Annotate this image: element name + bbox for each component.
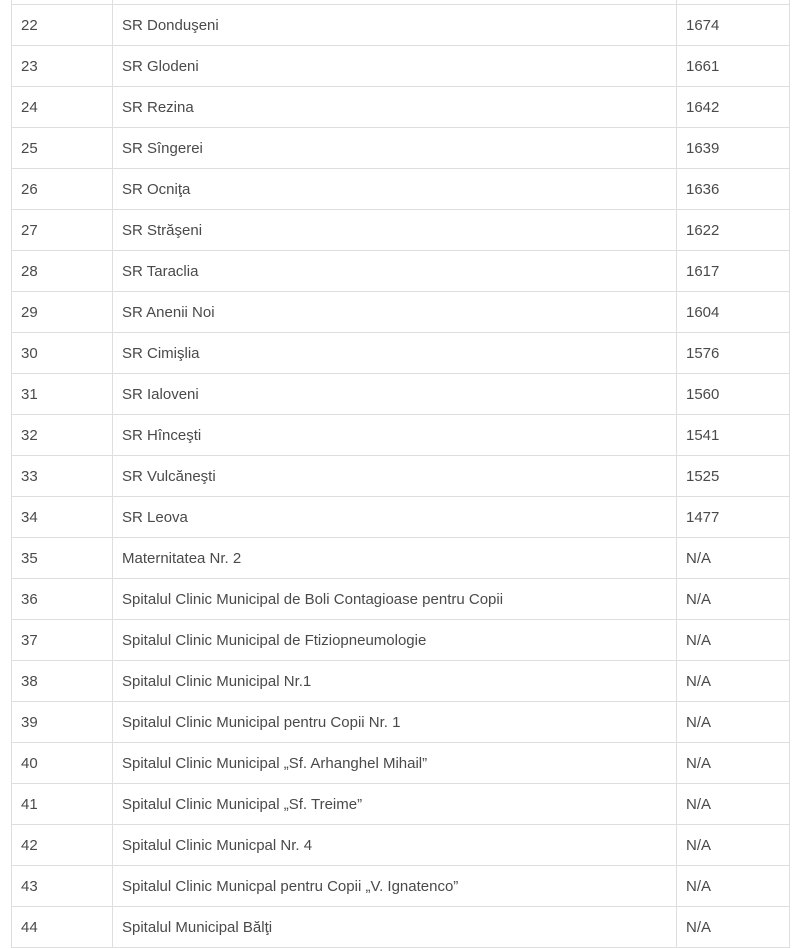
table-row xyxy=(12,415,790,456)
score-value: N/A xyxy=(677,620,790,661)
row-number: 35 xyxy=(12,538,113,579)
table-row xyxy=(12,497,790,538)
row-number: 43 xyxy=(12,866,113,907)
table-row xyxy=(12,46,790,87)
institution-name: SR Străşeni xyxy=(113,210,677,251)
row-number: 22 xyxy=(12,5,113,46)
row-number: 28 xyxy=(12,251,113,292)
table-row xyxy=(12,87,790,128)
institution-name: Spitalul Clinic Municipal de Ftiziopneumologie xyxy=(113,620,677,661)
row-number: 37 xyxy=(12,620,113,661)
score-value: N/A xyxy=(677,907,790,948)
score-value: 1477 xyxy=(677,497,790,538)
institution-name: SR Anenii Noi xyxy=(113,292,677,333)
row-number: 41 xyxy=(12,784,113,825)
table-row xyxy=(12,866,790,907)
score-value: 1560 xyxy=(677,374,790,415)
row-number: 26 xyxy=(12,169,113,210)
institution-name: SR Sîngerei xyxy=(113,128,677,169)
row-number: 40 xyxy=(12,743,113,784)
table-row xyxy=(12,169,790,210)
table-row xyxy=(12,661,790,702)
row-number: 38 xyxy=(12,661,113,702)
institution-name: Spitalul Municipal Bălţi xyxy=(113,907,677,948)
score-value: 1622 xyxy=(677,210,790,251)
institution-name: Spitalul Clinic Municipal Nr.1 xyxy=(113,661,677,702)
table-row xyxy=(12,210,790,251)
institution-name: SR Rezina xyxy=(113,87,677,128)
table-row xyxy=(12,374,790,415)
table-row xyxy=(12,907,790,948)
table-row xyxy=(12,743,790,784)
score-value: N/A xyxy=(677,743,790,784)
institution-name: SR Cimişlia xyxy=(113,333,677,374)
score-value: N/A xyxy=(677,661,790,702)
institution-name: Spitalul Clinic Municipal „Sf. Arhanghel Mihail” xyxy=(113,743,677,784)
row-number: 32 xyxy=(12,415,113,456)
institution-name: SR Glodeni xyxy=(113,46,677,87)
score-value: 1639 xyxy=(677,128,790,169)
row-number: 27 xyxy=(12,210,113,251)
row-number: 33 xyxy=(12,456,113,497)
score-value: 1661 xyxy=(677,46,790,87)
hospital-ranking-table-container xyxy=(11,0,789,948)
table-row xyxy=(12,702,790,743)
score-value: 1636 xyxy=(677,169,790,210)
score-value: 1617 xyxy=(677,251,790,292)
table-row xyxy=(12,5,790,46)
score-value: 1604 xyxy=(677,292,790,333)
institution-name: SR Vulcăneşti xyxy=(113,456,677,497)
institution-name: Spitalul Clinic Municipal de Boli Contagioase pentru Copii xyxy=(113,579,677,620)
row-number: 23 xyxy=(12,46,113,87)
institution-name: Spitalul Clinic Municipal pentru Copii Nr. 1 xyxy=(113,702,677,743)
row-number: 30 xyxy=(12,333,113,374)
score-value: 1541 xyxy=(677,415,790,456)
score-value: 1642 xyxy=(677,87,790,128)
row-number: 42 xyxy=(12,825,113,866)
institution-name: Spitalul Clinic Municpal Nr. 4 xyxy=(113,825,677,866)
score-value: N/A xyxy=(677,702,790,743)
score-value: N/A xyxy=(677,784,790,825)
score-value: 1576 xyxy=(677,333,790,374)
table-row xyxy=(12,128,790,169)
institution-name: Spitalul Clinic Municpal pentru Copii „V. Ignatenco” xyxy=(113,866,677,907)
institution-name: SR Ialoveni xyxy=(113,374,677,415)
score-value: N/A xyxy=(677,579,790,620)
row-number: 24 xyxy=(12,87,113,128)
institution-name: Maternitatea Nr. 2 xyxy=(113,538,677,579)
score-value: 1525 xyxy=(677,456,790,497)
table-row xyxy=(12,579,790,620)
institution-name: SR Leova xyxy=(113,497,677,538)
institution-name: Spitalul Clinic Municipal „Sf. Treime” xyxy=(113,784,677,825)
table-row xyxy=(12,251,790,292)
score-value: N/A xyxy=(677,825,790,866)
institution-name: SR Taraclia xyxy=(113,251,677,292)
row-number: 34 xyxy=(12,497,113,538)
table-row xyxy=(12,620,790,661)
institution-name: SR Ocniţa xyxy=(113,169,677,210)
institution-name: SR Donduşeni xyxy=(113,5,677,46)
row-number: 44 xyxy=(12,907,113,948)
row-number: 31 xyxy=(12,374,113,415)
table-row xyxy=(12,784,790,825)
table-row xyxy=(12,538,790,579)
row-number: 29 xyxy=(12,292,113,333)
hospital-ranking-table xyxy=(11,0,790,948)
table-row xyxy=(12,825,790,866)
table-body xyxy=(12,0,790,948)
score-value: N/A xyxy=(677,538,790,579)
score-value: N/A xyxy=(677,866,790,907)
row-number: 36 xyxy=(12,579,113,620)
table-row xyxy=(12,292,790,333)
row-number: 25 xyxy=(12,128,113,169)
institution-name: SR Hînceşti xyxy=(113,415,677,456)
table-row xyxy=(12,333,790,374)
row-number: 39 xyxy=(12,702,113,743)
score-value: 1674 xyxy=(677,5,790,46)
table-row xyxy=(12,456,790,497)
